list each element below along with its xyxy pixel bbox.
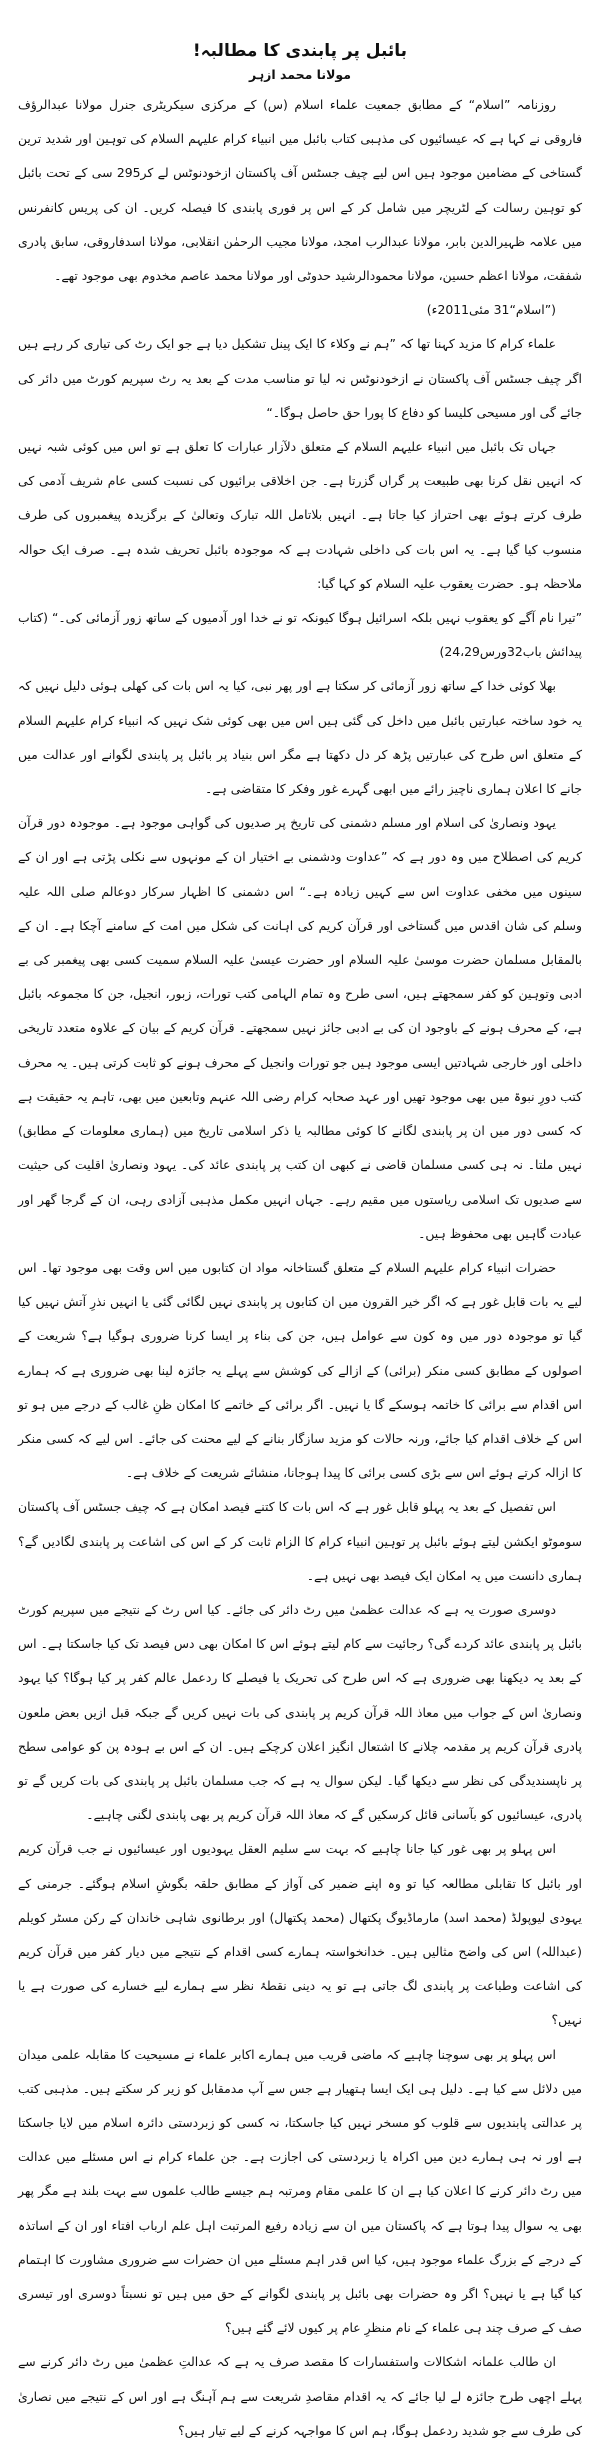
paragraph-conclusion: ان طالب علمانہ اشکالات واستفسارات کا مقصد صرف یہ ہے کہ عدالتِ عظمیٰ میں رٹ دائر کرنے سے پہلے اچھی طرح جائزہ لے لیا جائے کہ یہ اقدام مقاصدِ شریعت سے ہم آہنگ ہے اور اس کے نتیجے میں نصاریٰ کی طرف سے جو شدید ردعمل ہوگا، ہم اس کا مواجہہ کرنے کے لیے تیار ہیں؟ <box>18 2354 582 2438</box>
paragraph-writ-petition: دوسری صورت یہ ہے کہ عدالت عظمیٰ میں رٹ دائر کی جائے۔ کیا اس رٹ کے نتیجے میں سپریم کورٹ بائبل پر پابندی عائد کردے گی؟ رجائیت سے کام لیتے ہوئے اس کا امکان بھی دس فیصد تک کیا جاسکتا ہے۔ اس کے بعد یہ دیکھنا بھی ضروری ہے کہ اس طرح کی تحریک یا فیصلے کا ردعمل عالم کفر پر کیا ہوگا؟ کیا یہود ونصاریٰ اس کے جواب میں معاذ اللہ قرآن کریم پر پابندی کی بات نہیں کریں گے جبکہ قبل ازیں بعض ملعون پادری قرآن کریم پر مقدمہ چلانے کا اشتعال انگیز اعلان کرچکے ہیں۔ ان کے اس بے ہودہ پن کو عوامی سطح پر ناپسندیدگی کی نظر سے دیکھا گیا۔ لیکن سوال یہ ہے کہ جب مسلمان بائبل پر پابندی کی بات کریں گے تو پادری، عیسائیوں کو بآسانی قائل کرسکیں گے کہ معاذ اللہ قرآن کریم پر بھی پابندی لگنی چاہیے۔ <box>18 1601 582 1823</box>
paragraph-suo-motu: اس تفصیل کے بعد یہ پہلو قابل غور ہے کہ اس بات کا کتنے فیصد امکان ہے کہ چیف جسٹس آف پاکستان سوموٹو ایکشن لیتے ہوئے بائبل پر توہین انبیاء کرام کا الزام ثابت کر کے اس کی اشاعت پر پابندی لگادیں گے؟ ہماری دانست میں یہ امکان ایک فیصد بھی نہیں ہے۔ <box>18 1499 582 1583</box>
paragraph-sharia-principles: حضرات انبیاء کرام علیہم السلام کے متعلق گستاخانہ مواد ان کتابوں میں اس وقت بھی موجود تھا۔ اس لیے یہ بات قابل غور ہے کہ اگر خیر القرون میں ان کتابوں پر پابندی نہیں لگائی گئی یا انہیں نذرِ آتش نہیں کیا گیا تو موجودہ دور میں وہ کون سے عوامل ہیں، جن کی بناء پر ایسا کرنا ضروری ہوگیا ہے؟ شریعت کے اصولوں کے مطابق کسی منکر (برائی) کے ازالے کی کوشش سے پہلے یہ جائزہ لینا بھی ضروری ہے کہ ہمارے اس اقدام سے برائی کا خاتمہ ہوسکے گا یا نہیں۔ اگر برائی کے خاتمے کا امکان ظنِ غالب کے درجے میں ہو تو اس کے خلاف اقدام کیا جائے، ورنہ حالات کو مزید سازگار بنانے کے لیے محنت کی جائے۔ اس لیے کہ کسی منکر کا ازالہ کرتے ہوئے اس سے بڑی کسی برائی کا پیدا ہوجانا، منشائے شریعت کے خلاف ہے۔ <box>18 1259 582 1481</box>
article-title: بائبل پر پابندی کا مطالبہ! <box>192 41 408 61</box>
paragraph-offensive-passages: جہاں تک بائبل میں انبیاء علیہم السلام کے متعلق دلآزار عبارات کا تعلق ہے تو اس میں کوئی شبہ نہیں کہ انہیں نقل کرنا بھی طبیعت پر گراں گزرتا ہے۔ جن اخلاقی برائیوں کی نسبت کسی عام شریف آدمی کی طرف کرتے ہوئے بھی احتراز کیا جاتا ہے۔ انہیں بلاتامل اللہ تبارک وتعالیٰ کے برگزیدہ پیغمبروں کی طرف منسوب کیا گیا ہے۔ یہ اس بات کی داخلی شہادت ہے کہ موجودہ بائبل تحریف شدہ ہے۔ صرف ایک حوالہ ملاحظہ ہو۔ حضرت یعقوب علیہ السلام کو کہا گیا: <box>18 439 582 591</box>
paragraph-history: یہود ونصاریٰ کی اسلام اور مسلم دشمنی کی تاریخ پر صدیوں کی گواہی موجود ہے۔ موجودہ دور قرآن کریم کی اصطلاح میں وہ دور ہے کہ ”عداوت ودشمنی بے اختیار ان کے مونہوں سے نکلی پڑتی ہے اور ان کے سینوں میں مخفی عداوت اس سے کہیں زیادہ ہے۔“ اس دشمنی کا اظہار سرکار دوعالم صلی اللہ علیہ وسلم کی شان اقدس میں گستاخی اور قرآن کریم کی اہانت کی شکل میں امت کے سامنے آچکا ہے۔ ان کے بالمقابل مسلمان حضرت موسیٰ علیہ السلام اور حضرت عیسیٰ علیہ السلام سمیت کسی بھی پیغمبر کی بے ادبی وتوہین کو کفر سمجھتے ہیں، اسی طرح وہ تمام الہامی کتب تورات، زبور، انجیل، جن کا مجموعہ بائبل ہے، کے محرف ہونے کے باوجود ان کی بے ادبی جائز نہیں سمجھتے۔ قرآن کریم کے بیان کے علاوہ متعدد تاریخی داخلی اور خارجی شہادتیں ایسی موجود ہیں جو تورات وانجیل کے محرف ہونے کو ثابت کرتی ہیں۔ یہ محرف کتب دورِ نبوۃ میں بھی موجود تھیں اور عہد صحابہ کرام رضی اللہ عنہم وتابعین میں بھی، تاہم یہ حقیقت ہے کہ کسی دور میں ان پر پابندی لگانے کا کوئی مطالبہ یا ذکر اسلامی تاریخ میں (ہماری معلومات کے مطابق) نہیں ملتا۔ نہ ہی کسی مسلمان قاضی نے کبھی ان کتب پر پابندی عائد کی۔ یہود ونصاریٰ اقلیت کی حیثیت سے صدیوں تک اسلامی ریاستوں میں مقیم رہے۔ جہاں انہیں مکمل مذہبی آزادی رہی، ان کے گرجا گھر اور عبادت گاہیں بھی محفوظ ہیں۔ <box>18 815 582 1241</box>
article-body <box>18 88 582 2448</box>
paragraph-source-citation: (”اسلام“31 مئی2011ء) <box>426 302 556 318</box>
article-author: مولانا محمد ازہر <box>249 67 351 82</box>
paragraph-genesis-quote: ”تیرا نام آگے کو یعقوب نہیں بلکہ اسرائیل ہوگا کیونکہ تو نے خدا اور آدمیوں کے ساتھ زور آزمائی کی۔“ (کتاب پیدائش باب32ورس24،29) <box>18 610 582 660</box>
paragraph-press-report: روزنامہ ”اسلام“ کے مطابق جمعیت علماء اسلام (س) کے مرکزی سیکریٹری جنرل مولانا عبدالرؤف فاروقی نے کہا ہے کہ عیسائیوں کی مذہبی کتاب بائبل میں انبیاء کرام علیہم السلام کی توہین اور شدید ترین گستاخی کے مضامین موجود ہیں اس لیے چیف جسٹس آف پاکستان ازخودنوٹس لے کر295 سی کے تحت بائبل کو توہین رسالت کے لٹریچر میں شامل کر کے اس پر فوری پابندی کا فیصلہ کریں۔ ان کی پریس کانفرنس میں علامہ ظہیرالدین بابر، مولانا عبدالرب امجد، مولانا مجیب الرحمٰن انقلابی، مولانا اسدفاروقی، سابق پادری شفقت، مولانا اعظم حسین، مولانا محمودالرشید حدوٹی اور مولانا محمد عاصم مخدوم بھی موجود تھے۔ <box>18 97 582 284</box>
paragraph-argument-dialogue: اس پہلو پر بھی سوچنا چاہیے کہ ماضی قریب میں ہمارے اکابر علماء نے مسیحیت کا مقابلہ علمی میدان میں دلائل سے کیا ہے۔ دلیل ہی ایک ایسا ہتھیار ہے جس سے آپ مدمقابل کو زیر کر سکتے ہیں۔ مذہبی کتب پر عدالتی پابندیوں سے قلوب کو مسخر نہیں کیا جاسکتا، نہ کسی کو زبردستی دائرہ اسلام میں لایا جاسکتا ہے اور نہ ہی ہمارے دین میں اکراہ یا زبردستی کی اجازت ہے۔ جن علماء کرام نے اس مسئلے میں عدالت میں رٹ دائر کرنے کا اعلان کیا ہے ان کا علمی مقام ومرتبہ ہم جیسے طالب علموں سے بہت بلند ہے مگر پھر بھی یہ سوال پیدا ہوتا ہے کہ پاکستان میں ان سے زیادہ رفیع المرتبت اہل علم ارباب افتاء اور ان کے اساتذہ کے درجے کے بزرگ علماء موجود ہیں، کیا اس قدر اہم مسئلے میں ان حضرات سے ضروری مشاورت کا اہتمام کیا گیا ہے یا نہیں؟ اگر وہ حضرات بھی بائبل پر پابندی لگوانے کے حق میں ہیں تو نسبتاً دوسری اور تیسری صف کے صرف چند ہی علماء کے نام منظرِ عام پر کیوں لائے گئے ہیں؟ <box>18 2046 582 2336</box>
paragraph-ulama-statement: علماء کرام کا مزید کہنا تھا کہ ”ہم نے وکلاء کا ایک پینل تشکیل دیا ہے جو ایک رٹ کی تیاری کر رہے ہیں اگر چیف جسٹس آف پاکستان نے ازخودنوٹس نہ لیا تو مناسب مدت کے بعد یہ رٹ سپریم کورٹ میں دائر کی جائے گی اور مسیحی کلیسا کو دفاع کا پورا حق حاصل ہوگا۔“ <box>18 336 582 420</box>
paragraph-converts: اس پہلو پر بھی غور کیا جانا چاہیے کہ بہت سے سلیم العقل یہودیوں اور عیسائیوں نے جب قرآن کریم اور بائبل کا تقابلی مطالعہ کیا تو وہ اپنے ضمیر کی آواز کے مطابق حلقہ بگوشِ اسلام ہوگئے۔ جرمنی کے یہودی لیوپولڈ (محمد اسد) مارماڈیوگ پکتھال (محمد پکتھال) اور برطانوی شاہی خاندان کے رکن مسٹر کویلم (عبداللہ) اس کی واضح مثالیں ہیں۔ خدانخواستہ ہمارے کسی اقدام کے نتیجے میں دیار کفر میں قرآن کریم کی اشاعت وطباعت پر پابندی لگ جاتی ہے تو یہ دینی نقطۂ نظر سے ہمارے لیے خسارے کی صورت ہے یا نہیں؟ <box>18 1841 582 2028</box>
paragraph-argument-one: بھلا کوئی خدا کے ساتھ زور آزمائی کر سکتا ہے اور پھر نبی، کیا یہ اس بات کی کھلی ہوئی دلیل نہیں کہ یہ خود ساختہ عبارتیں بائبل میں داخل کی گئی ہیں اس میں بھی کوئی شک نہیں کہ انبیاء کرام علیہم السلام کے متعلق اس طرح کی عبارتیں پڑھ کر دل دکھتا ہے مگر اس بنیاد پر بائبل پر پابندی لگوانے اور عدالت میں جانے کا اعلان ہماری ناچیز رائے میں ابھی گہرے غور وفکر کا متقاضی ہے۔ <box>18 678 582 797</box>
